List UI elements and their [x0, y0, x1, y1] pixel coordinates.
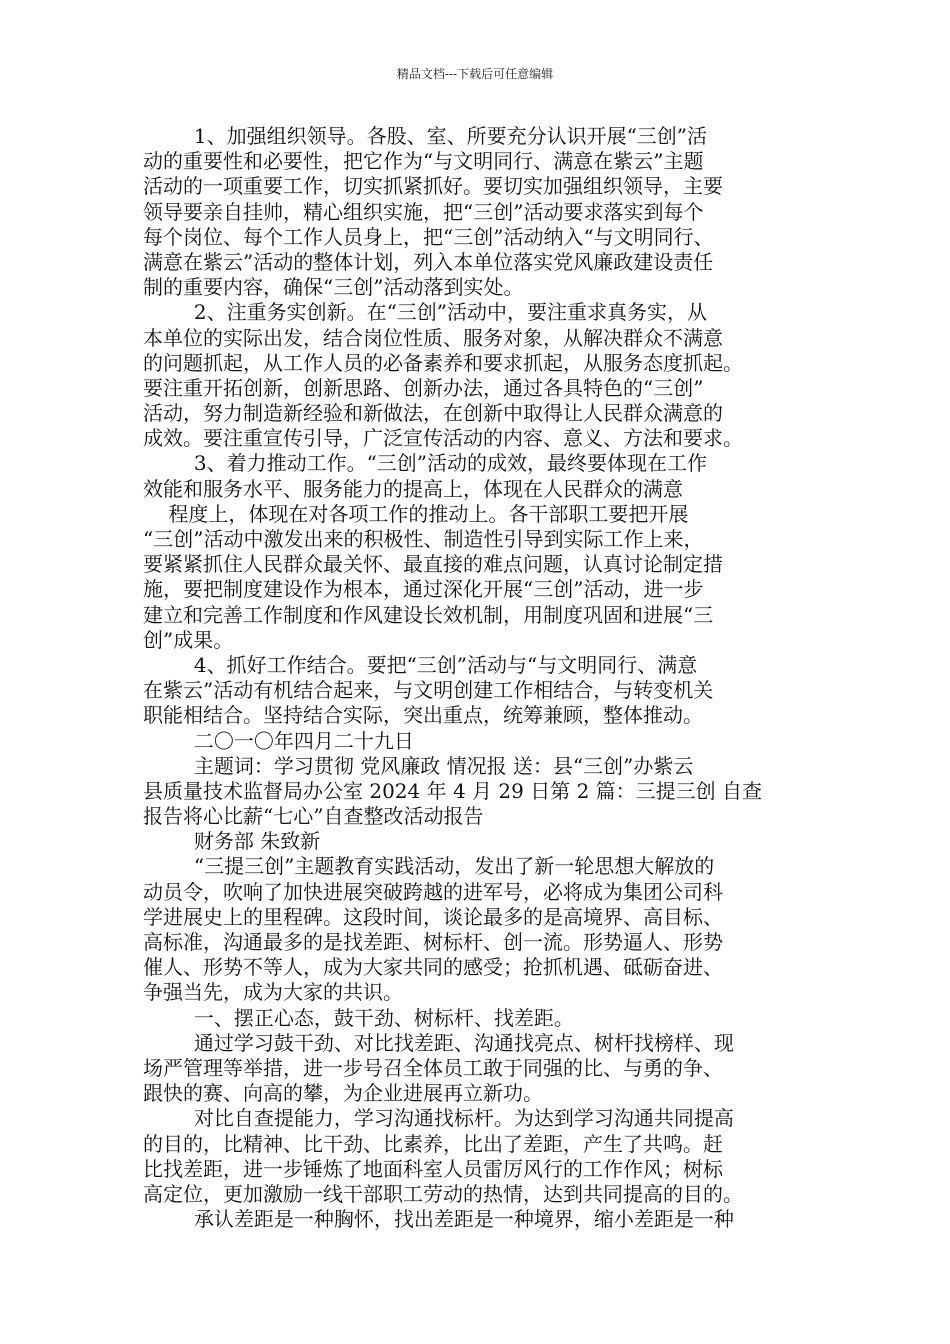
- text-line: 争强当先，成为大家的共识。: [143, 980, 403, 1005]
- text-line: 领导要亲自挂帅，精心组织实施，把“三创”活动要求落实到每个: [143, 199, 704, 224]
- text-line: 满意在紫云”活动的整体计划，列入本单位落实党风廉政建设责任: [143, 249, 714, 274]
- text-line: 要紧紧抓住人民群众最关怀、最直接的难点问题，认真讨论制定措: [143, 552, 723, 577]
- text-line: 2、注重务实创新。在“三创”活动中，要注重求真务实，从: [143, 300, 708, 325]
- text-line: 效能和服务水平、服务能力的提高上，体现在人民群众的满意: [143, 476, 683, 501]
- document-body: [143, 124, 823, 1232]
- text-line: 活动，努力制造新经验和新做法，在创新中取得让人民群众满意的: [143, 401, 723, 426]
- text-line: 的目的，比精神、比干劲、比素养，比出了差距，产生了共鸣。赶: [143, 1131, 723, 1156]
- text-line: 二〇一〇年四月二十九日: [143, 728, 414, 753]
- text-line: 催人、形势不等人，成为大家共同的感受；抢抓机遇、砥砺奋进、: [143, 955, 723, 980]
- text-line: 一、摆正心态，鼓干劲、树标杆、找差距。: [143, 1005, 574, 1030]
- text-line: 3、着力推动工作。“三创”活动的成效，最终要体现在工作: [143, 451, 708, 476]
- text-line: 程度上，体现在对各项工作的推动上。各干部职工要把开展: [143, 501, 689, 526]
- text-line: 对比自查提能力，学习沟通找标杆。为达到学习沟通共同提高: [143, 1106, 734, 1131]
- text-line: 跟快的赛、向高的攀，为企业进展再立新功。: [143, 1081, 543, 1106]
- text-line: 学进展史上的里程碑。这段时间，谈论最多的是高境界、高目标、: [143, 904, 723, 929]
- page-header: 精品文档---下载后可任意编辑: [396, 67, 554, 81]
- text-line: 高标准，沟通最多的是找差距、树标杆、创一流。形势逼人、形势: [143, 930, 723, 954]
- text-line: 场严管理等举措，进一步号召全体员工敢于同强的比、与勇的争、: [143, 1055, 723, 1080]
- text-line: 成效。要注重宣传引导，广泛宣传活动的内容、意义、方法和要求。: [143, 426, 743, 451]
- text-line: 比找差距，进一步锤炼了地面科室人员雷厉风行的工作作风；树标: [143, 1156, 723, 1181]
- text-line: “三提三创”主题教育实践活动，发出了新一轮思想大解放的: [143, 854, 715, 879]
- text-line: 承认差距是一种胸怀，找出差距是一种境界，缩小差距是一种: [143, 1207, 734, 1232]
- text-line: 制的重要内容，确保“三创”活动落到实处。: [143, 275, 524, 300]
- text-line: 活动的一项重要工作，切实抓紧抓好。要切实加强组织领导，主要: [143, 174, 723, 199]
- text-line: 1、加强组织领导。各股、室、所要充分认识开展“三创”活: [143, 124, 708, 148]
- text-line: 施，要把制度建设作为根本，通过深化开展“三创”活动，进一步: [143, 577, 704, 602]
- text-line: 通过学习鼓干劲、对比找差距、沟通找亮点、树杆找榜样、现: [143, 1030, 734, 1055]
- text-line: 在紫云”活动有机结合起来，与文明创建工作相结合，与转变机关: [143, 678, 714, 703]
- text-line: 4、抓好工作结合。要把“三创”活动与“与文明同行、满意: [143, 652, 698, 677]
- text-line: 职能相结合。坚持结合实际，突出重点，统筹兼顾，整体推动。: [143, 703, 703, 728]
- text-line: 动的重要性和必要性，把它作为“与文明同行、满意在紫云”主题: [143, 149, 704, 174]
- text-line: 动员令，吹响了加快进展突破跨越的进军号，必将成为集团公司科: [143, 879, 723, 904]
- text-line: “三创”活动中激发出来的积极性、制造性引导到实际工作上来，: [143, 527, 704, 551]
- text-line: 财务部 朱致新: [143, 829, 321, 854]
- text-line: 主题词：学习贯彻 党风廉政 情况报 送：县“三创”办紫云: [143, 753, 694, 778]
- text-line: 本单位的实际出发，结合岗位性质、服务对象，从解决群众不满意: [143, 325, 723, 350]
- text-line: 县质量技术监督局办公室 2024 年 4 月 29 日第 2 篇：三提三创 自查: [143, 778, 763, 803]
- text-line: 创”成果。: [143, 627, 234, 652]
- text-line: 的问题抓起，从工作人员的必备素养和要求抓起，从服务态度抓起。: [143, 350, 743, 375]
- text-line: 要注重开拓创新，创新思路、创新办法，通过各具特色的“三创”: [143, 375, 704, 400]
- text-line: 建立和完善工作制度和作风建设长效机制，用制度巩固和进展“三: [143, 602, 714, 627]
- text-line: 每个岗位、每个工作人员身上，把“三创”活动纳入“与文明同行、: [143, 224, 714, 249]
- text-line: 高定位，更加激励一线干部职工劳动的热情，达到共同提高的目的。: [143, 1181, 743, 1206]
- text-line: 报告将心比薪“七心”自查整改活动报告: [143, 804, 484, 829]
